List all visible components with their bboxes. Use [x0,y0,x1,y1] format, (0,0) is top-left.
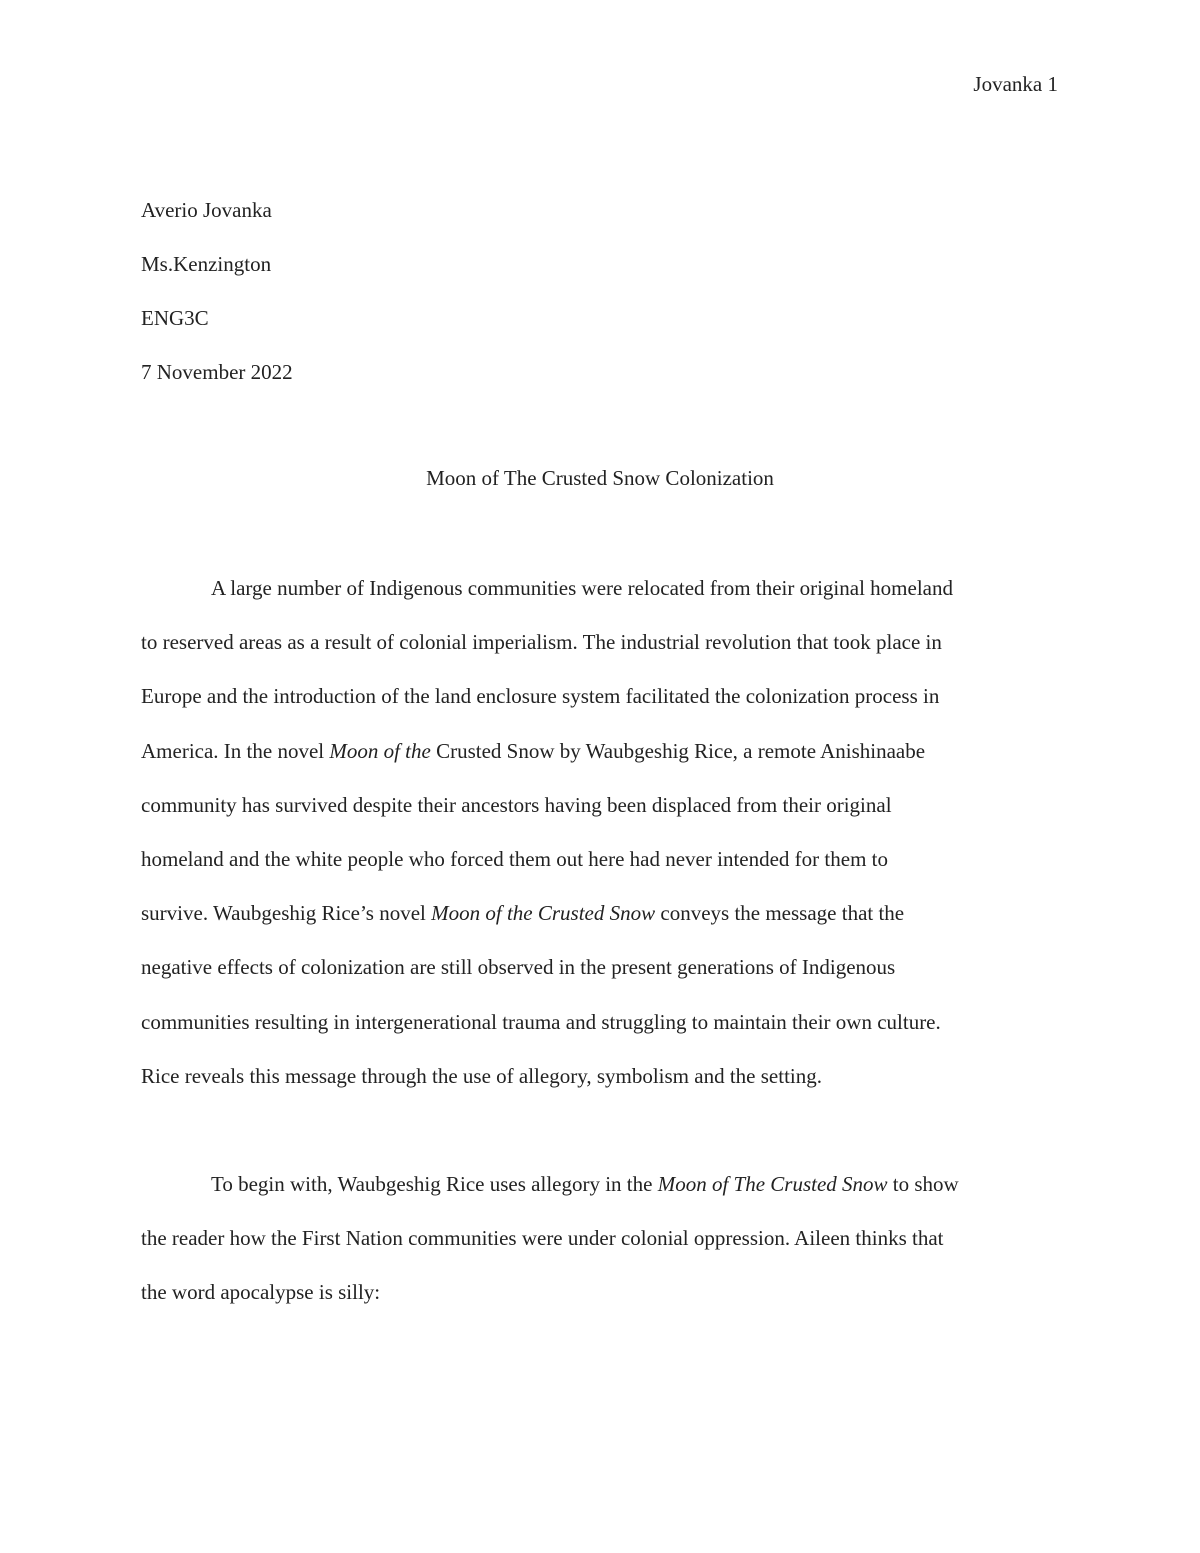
text-line [141,1157,1071,1211]
book-title-italic: Moon of the [329,738,431,763]
date: 7 November 2022 [141,360,293,384]
text-line: to reserved areas as a result of colonial imperialism. The industrial revolution that took place in [141,630,942,655]
text-line [141,886,1071,940]
essay-title: Moon of The Crusted Snow Colonization [426,466,774,490]
book-title-italic: Moon of The Crusted Snow [657,1172,888,1196]
course-code: ENG3C [141,306,209,330]
text-run: Crusted Snow by Waubgeshig Rice, a remote Anishinaabe [430,738,926,763]
text-line: the word apocalypse is silly: [141,1280,381,1305]
instructor-name: Ms.Kenzington [141,252,272,276]
text-line: A large number of Indigenous communities were relocated from their original homeland [211,576,953,600]
text-line: communities resulting in intergenerational trauma and struggling to maintain their own culture. [141,1009,941,1034]
text-run: America. In the novel [141,738,330,763]
text-run: survive. Waubgeshig Rice’s novel [141,901,432,926]
text-run: to show [887,1172,959,1196]
text-line: Europe and the introduction of the land enclosure system facilitated the colonization process in [141,684,940,709]
paragraph-allegory [141,1157,1071,1320]
student-name: Averio Jovanka [141,198,272,222]
paragraph-intro [141,561,1071,1103]
text-line: negative effects of colonization are still observed in the present generations of Indigenous [141,955,896,980]
text-line: Rice reveals this message through the use of allegory, symbolism and the setting. [141,1063,822,1088]
text-run: conveys the message that the [655,901,905,926]
text-line: homeland and the white people who forced them out here had never intended for them to [141,847,888,872]
text-run: To begin with, Waubgeshig Rice uses allegory in the [211,1172,658,1196]
running-head: Jovanka 1 [973,72,1058,96]
text-line: community has survived despite their ancestors having been displaced from their original [141,792,892,817]
text-line: the reader how the First Nation communities were under colonial oppression. Aileen thinks that [141,1226,944,1251]
book-title-italic: Moon of the Crusted Snow [431,901,656,926]
text-line [141,724,1071,778]
mla-heading [141,196,293,412]
